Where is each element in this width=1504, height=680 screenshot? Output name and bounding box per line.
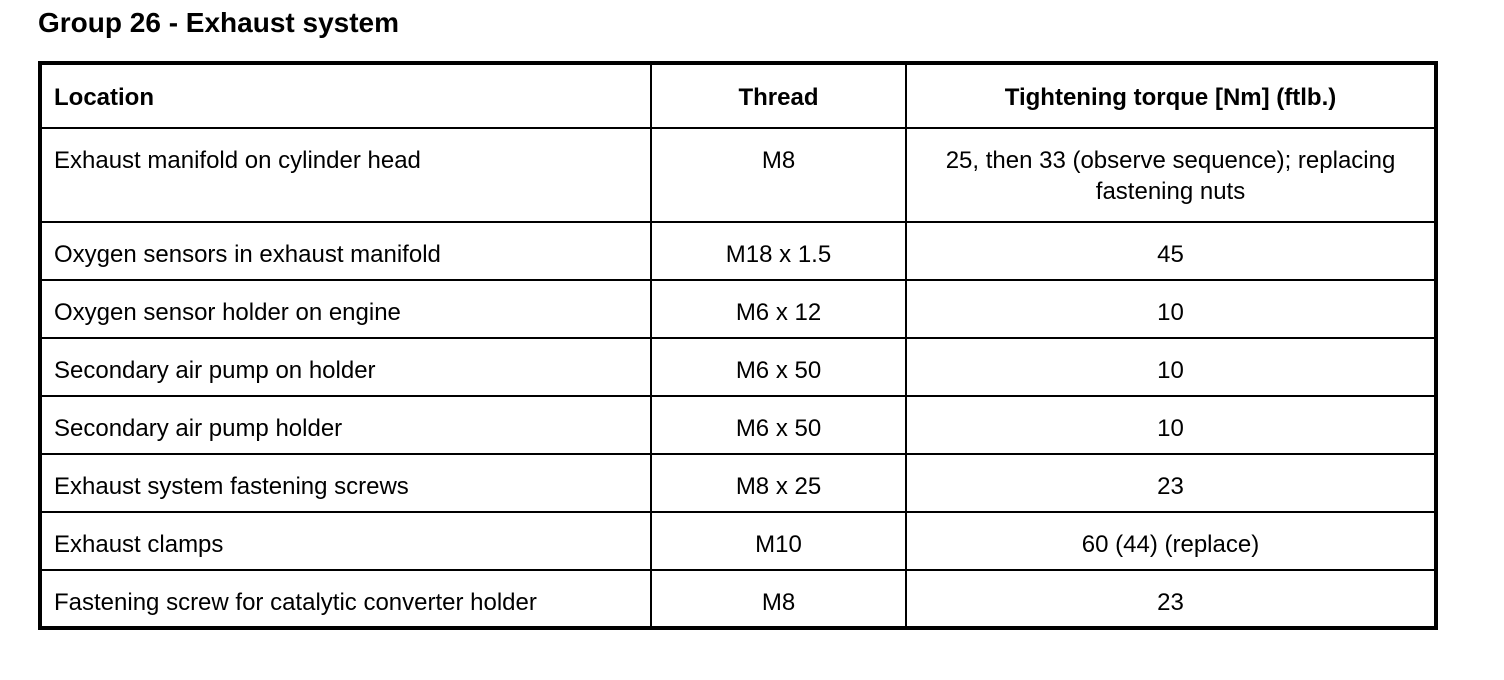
cell-torque: 10 (906, 396, 1436, 454)
table-row (40, 128, 1436, 222)
cell-thread: M8 x 25 (651, 454, 906, 512)
header-row (40, 63, 1436, 128)
header-location: Location (40, 63, 651, 128)
cell-thread: M18 x 1.5 (651, 222, 906, 280)
cell-thread: M10 (651, 512, 906, 570)
cell-location: Secondary air pump holder (40, 396, 651, 454)
header-torque: Tightening torque [Nm] (ftlb.) (906, 63, 1436, 128)
header-thread: Thread (651, 63, 906, 128)
cell-torque: 23 (906, 570, 1436, 628)
table-row (40, 396, 1436, 454)
cell-torque: 25, then 33 (observe sequence); replacing fastening nuts (906, 128, 1436, 222)
cell-thread: M6 x 12 (651, 280, 906, 338)
cell-location: Exhaust manifold on cylinder head (40, 128, 651, 222)
cell-location: Oxygen sensors in exhaust manifold (40, 222, 651, 280)
table-row (40, 512, 1436, 570)
table-body (40, 128, 1436, 628)
page-title: Group 26 - Exhaust system (38, 7, 400, 38)
table-row (40, 570, 1436, 628)
cell-torque: 45 (906, 222, 1436, 280)
table-row (40, 222, 1436, 280)
cell-location: Exhaust clamps (40, 512, 651, 570)
cell-torque: 10 (906, 280, 1436, 338)
torque-table (38, 61, 1438, 630)
cell-location: Exhaust system fastening screws (40, 454, 651, 512)
cell-location: Oxygen sensor holder on engine (40, 280, 651, 338)
cell-location: Secondary air pump on holder (40, 338, 651, 396)
cell-thread: M8 (651, 128, 906, 222)
table-header (40, 63, 1436, 128)
table-row (40, 338, 1436, 396)
table-row (40, 454, 1436, 512)
cell-torque: 10 (906, 338, 1436, 396)
cell-torque: 23 (906, 454, 1436, 512)
cell-thread: M8 (651, 570, 906, 628)
table-row (40, 280, 1436, 338)
cell-torque: 60 (44) (replace) (906, 512, 1436, 570)
cell-thread: M6 x 50 (651, 338, 906, 396)
cell-location: Fastening screw for catalytic converter holder (40, 570, 651, 628)
cell-thread: M6 x 50 (651, 396, 906, 454)
